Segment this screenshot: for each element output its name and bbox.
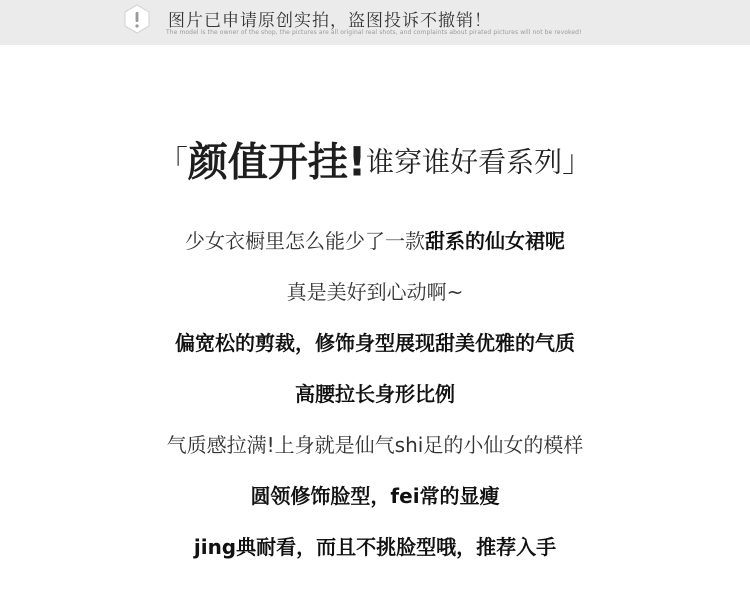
line-normal-text: 真是美好到心动啊~ (286, 280, 464, 304)
headline-rest: 谁穿谁好看系列 (366, 145, 563, 179)
copyright-notice-bar (0, 0, 750, 45)
headline-close-bracket: 」 (562, 144, 593, 180)
notice-subtitle: The model is the owner of the shop, the pictures are all original real shots, and complaints about pirated pictures will not be revoked! (166, 29, 582, 36)
line-bold-text: 甜系的仙女裙呢 (425, 229, 565, 253)
description-line (0, 324, 750, 375)
line-normal-text: 气质感拉满!上身就是仙气shi足的小仙女的模样 (166, 433, 584, 457)
description-line (0, 477, 750, 528)
description-line (0, 222, 750, 273)
headline-open-bracket: 「 (157, 144, 188, 180)
description-line (0, 528, 750, 579)
description-line (0, 375, 750, 426)
line-bold-text: 高腰拉长身形比例 (295, 382, 455, 406)
line-bold-text: jing典耐看，而且不挑脸型哦，推荐入手 (193, 535, 557, 559)
line-bold-text: 圆领修饰脸型，fei常的显瘦 (250, 484, 500, 508)
headline-strong: 颜值开挂! (187, 139, 367, 186)
exclamation-icon (122, 4, 152, 34)
line-bold-text: 偏宽松的剪裁，修饰身型展现甜美优雅的气质 (175, 331, 575, 355)
line-normal-text: 少女衣橱里怎么能少了一款 (185, 229, 425, 253)
description-lines (0, 222, 750, 579)
description-line (0, 273, 750, 324)
description-line (0, 426, 750, 477)
notice-title: 图片已申请原创实拍，盗图投诉不撤销！ (168, 11, 492, 31)
headline (0, 134, 750, 191)
